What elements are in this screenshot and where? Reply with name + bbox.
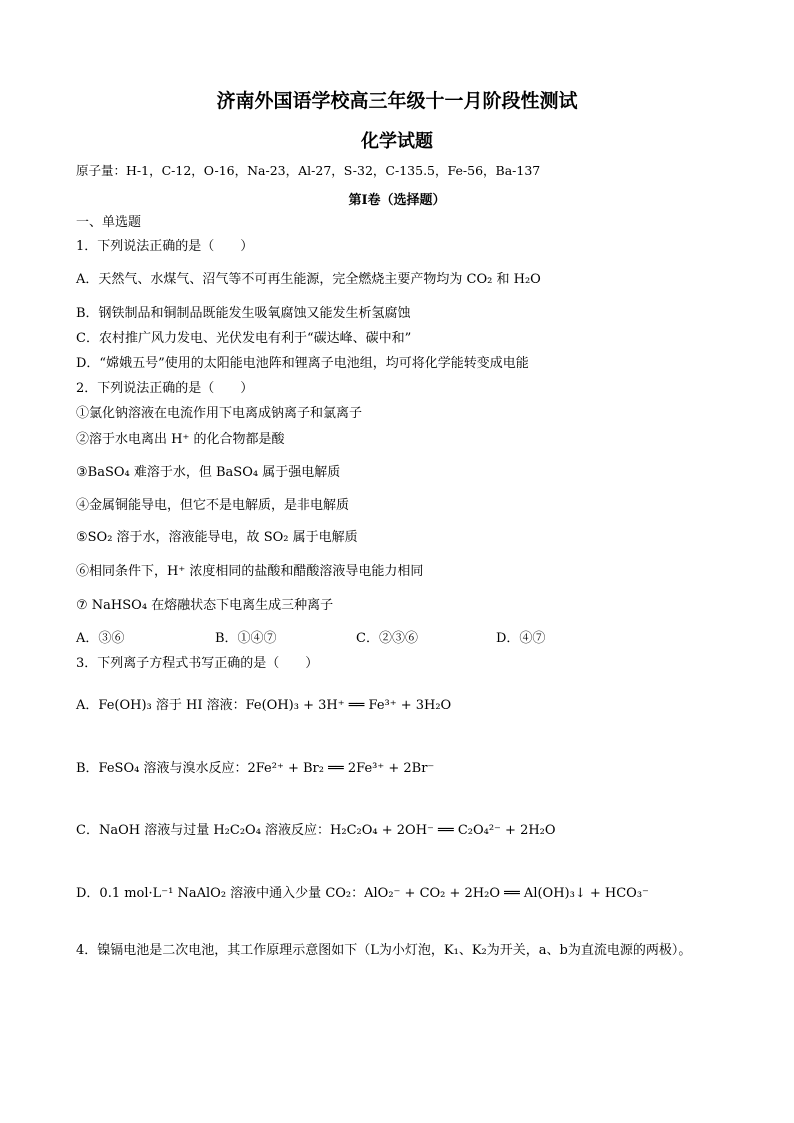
- q1-option-c: C．农村推广风力发电、光伏发电有利于“碳达峰、碳中和”: [76, 331, 412, 346]
- q4-stem: 4．镍镉电池是二次电池，其工作原理示意图如下（L为小灯泡，K₁、K₂为开关，a、b为直流电源的两极）。: [76, 943, 692, 958]
- q2-option-a: A．③⑥: [76, 631, 125, 646]
- q1-option-b: B．钢铁制品和铜制品既能发生吸氧腐蚀又能发生析氢腐蚀: [76, 306, 411, 321]
- q2-statement-4: ④金属铜能导电，但它不是电解质，是非电解质: [76, 498, 350, 513]
- q3-option-a: A．Fe(OH)₃ 溶于 HI 溶液：Fe(OH)₃ + 3H⁺ ══ Fe³⁺ + 3H₂O: [76, 698, 452, 713]
- atomic-masses: 原子量：H-1，C-12，O-16，Na-23，Al-27，S-32，C-135.5，Fe-56，Ba-137: [76, 163, 541, 178]
- q1-stem: 1．下列说法正确的是（ ）: [76, 239, 254, 254]
- q2-stem: 2．下列说法正确的是（ ）: [76, 381, 254, 396]
- q2-option-b: B．①④⑦: [215, 631, 277, 646]
- q2-option-c: C．②③⑥: [356, 631, 418, 646]
- school-title: 济南外国语学校高三年级十一月阶段性测试: [216, 90, 578, 112]
- q2-statement-7: ⑦ NaHSO₄ 在熔融状态下电离生成三种离子: [76, 598, 334, 613]
- q2-statement-3: ③BaSO₄ 难溶于水，但 BaSO₄ 属于强电解质: [76, 465, 341, 480]
- q1-option-d: D．“嫦娥五号”使用的太阳能电池阵和锂离子电池组，均可将化学能转变成电能: [76, 356, 529, 371]
- q2-statement-2: ②溶于水电离出 H⁺ 的化合物都是酸: [76, 432, 285, 447]
- q3-option-c: C．NaOH 溶液与过量 H₂C₂O₄ 溶液反应：H₂C₂O₄ + 2OH⁻ ══ C₂O₄²⁻ + 2H₂O: [76, 823, 556, 838]
- q1-option-a: A．天然气、水煤气、沼气等不可再生能源，完全燃烧主要产物均为 CO₂ 和 H₂O: [76, 272, 541, 287]
- q2-statement-1: ①氯化钠溶液在电流作用下电离成钠离子和氯离子: [76, 406, 363, 421]
- part-heading: 一、单选题: [76, 215, 142, 230]
- q2-statement-6: ⑥相同条件下，H⁺ 浓度相同的盐酸和醋酸溶液导电能力相同: [76, 564, 424, 579]
- q2-option-d: D．④⑦: [496, 631, 546, 646]
- q3-option-b: B．FeSO₄ 溶液与溴水反应：2Fe²⁺ + Br₂ ══ 2Fe³⁺ + 2Br⁻: [76, 761, 435, 776]
- q2-statement-5: ⑤SO₂ 溶于水，溶液能导电，故 SO₂ 属于电解质: [76, 530, 358, 545]
- section-title: 第Ⅰ卷（选择题）: [348, 193, 446, 208]
- q3-option-d: D．0.1 mol·L⁻¹ NaAlO₂ 溶液中通入少量 CO₂：AlO₂⁻ + CO₂ + 2H₂O ══ Al(OH)₃↓ + HCO₃⁻: [76, 886, 649, 901]
- q3-stem: 3．下列离子方程式书写正确的是（ ）: [76, 656, 319, 671]
- subject-title: 化学试题: [361, 131, 433, 152]
